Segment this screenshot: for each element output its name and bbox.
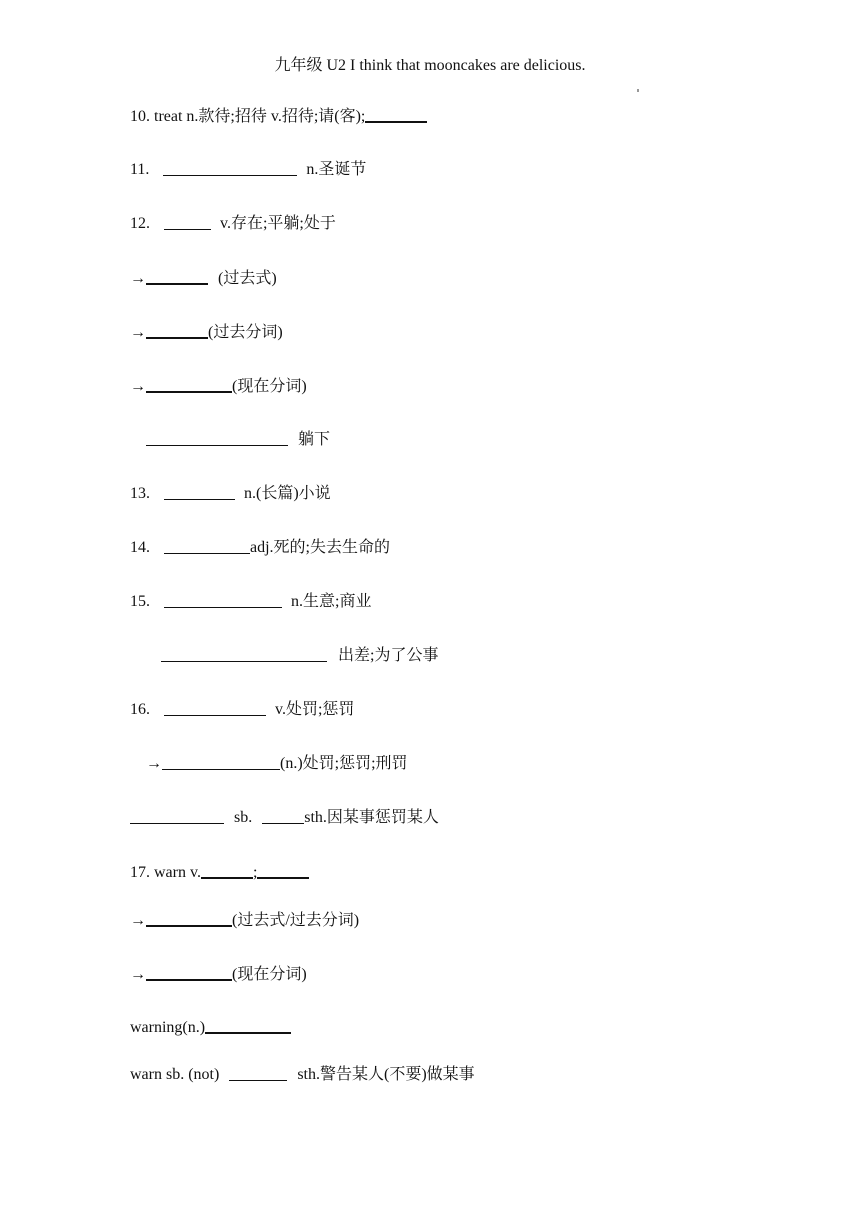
entry-10-text: 10. treat n.款待;招待 v.招待;请(客); — [130, 108, 366, 125]
answer-blank[interactable] — [164, 592, 282, 608]
answer-blank[interactable] — [229, 1065, 287, 1081]
separator: ; — [252, 864, 258, 881]
answer-blank[interactable] — [146, 910, 232, 927]
entry-text: sth.警告某人(不要)做某事 — [297, 1066, 475, 1083]
entry-10 — [130, 106, 427, 127]
arrow-icon: → — [130, 270, 146, 287]
entry-definition: v.处罚;惩罚 — [275, 701, 355, 718]
entry-note: (过去式) — [218, 270, 277, 287]
entry-number: 13. — [130, 485, 150, 502]
speck-mark — [637, 89, 639, 92]
entry-11 — [130, 160, 366, 180]
entry-16 — [130, 700, 354, 720]
entry-17-phrase — [130, 1065, 475, 1085]
entry-note: (n.)处罚;惩罚;刑罚 — [280, 755, 408, 772]
entry-note: (现在分词) — [232, 966, 307, 983]
entry-note: 出差;为了公事 — [338, 647, 439, 664]
answer-blank[interactable] — [164, 214, 211, 230]
arrow-icon: → — [130, 324, 146, 341]
answer-blank[interactable] — [257, 862, 309, 879]
answer-blank[interactable] — [164, 484, 235, 500]
entry-definition: v.存在;平躺;处于 — [220, 215, 336, 232]
entry-17-noun — [130, 1017, 291, 1038]
entry-note: (现在分词) — [232, 378, 307, 395]
answer-blank[interactable] — [162, 754, 280, 770]
entry-15-phrase — [161, 646, 438, 666]
entry-definition: n.圣诞节 — [306, 161, 367, 178]
entry-note: (过去式/过去分词) — [232, 912, 360, 929]
answer-blank[interactable] — [164, 700, 266, 716]
entry-text: warn sb. (not) — [130, 1066, 220, 1083]
answer-blank[interactable] — [161, 646, 327, 662]
entry-text: warning(n.) — [130, 1019, 206, 1036]
entry-number: 14. — [130, 539, 150, 556]
entry-definition: n.(长篇)小说 — [244, 485, 331, 502]
entry-number: 12. — [130, 215, 150, 232]
answer-blank[interactable] — [146, 322, 208, 339]
arrow-icon: → — [146, 755, 162, 772]
page-header-title: 九年级 U2 I think that mooncakes are delicious. — [274, 57, 586, 74]
entry-number: 15. — [130, 593, 150, 610]
entry-17-text: 17. warn v. — [130, 864, 201, 881]
entry-note: (过去分词) — [208, 324, 283, 341]
answer-blank[interactable] — [130, 808, 224, 824]
entry-12-present-participle — [130, 376, 307, 397]
entry-12-past-participle — [130, 322, 283, 343]
entry-definition: adj.死的;失去生命的 — [250, 539, 390, 556]
arrow-icon: → — [130, 966, 146, 983]
answer-blank[interactable] — [164, 538, 250, 554]
entry-12-phrase — [146, 430, 330, 450]
answer-blank[interactable] — [146, 964, 232, 981]
entry-text: sb. — [234, 809, 253, 826]
entry-12-past — [130, 268, 277, 289]
entry-12 — [130, 214, 336, 234]
entry-number: 16. — [130, 701, 150, 718]
answer-blank[interactable] — [146, 430, 288, 446]
answer-blank[interactable] — [146, 376, 232, 393]
arrow-icon: → — [130, 912, 146, 929]
entry-15 — [130, 592, 371, 612]
entry-note: 躺下 — [298, 431, 331, 448]
entry-17-present-participle — [130, 964, 307, 985]
entry-definition: n.生意;商业 — [291, 593, 372, 610]
entry-13 — [130, 484, 331, 504]
entry-16-noun — [146, 754, 408, 774]
entry-17 — [130, 862, 309, 883]
answer-blank[interactable] — [262, 808, 304, 824]
entry-number: 11. — [130, 161, 150, 178]
answer-blank[interactable] — [205, 1017, 291, 1034]
answer-blank[interactable] — [163, 160, 297, 176]
entry-16-phrase — [130, 808, 439, 828]
answer-blank[interactable] — [146, 268, 208, 285]
entry-17-past — [130, 910, 359, 931]
answer-blank[interactable] — [365, 106, 427, 123]
entry-14 — [130, 538, 390, 558]
answer-blank[interactable] — [201, 862, 253, 879]
entry-text: sth.因某事惩罚某人 — [304, 809, 439, 826]
arrow-icon: → — [130, 378, 146, 395]
